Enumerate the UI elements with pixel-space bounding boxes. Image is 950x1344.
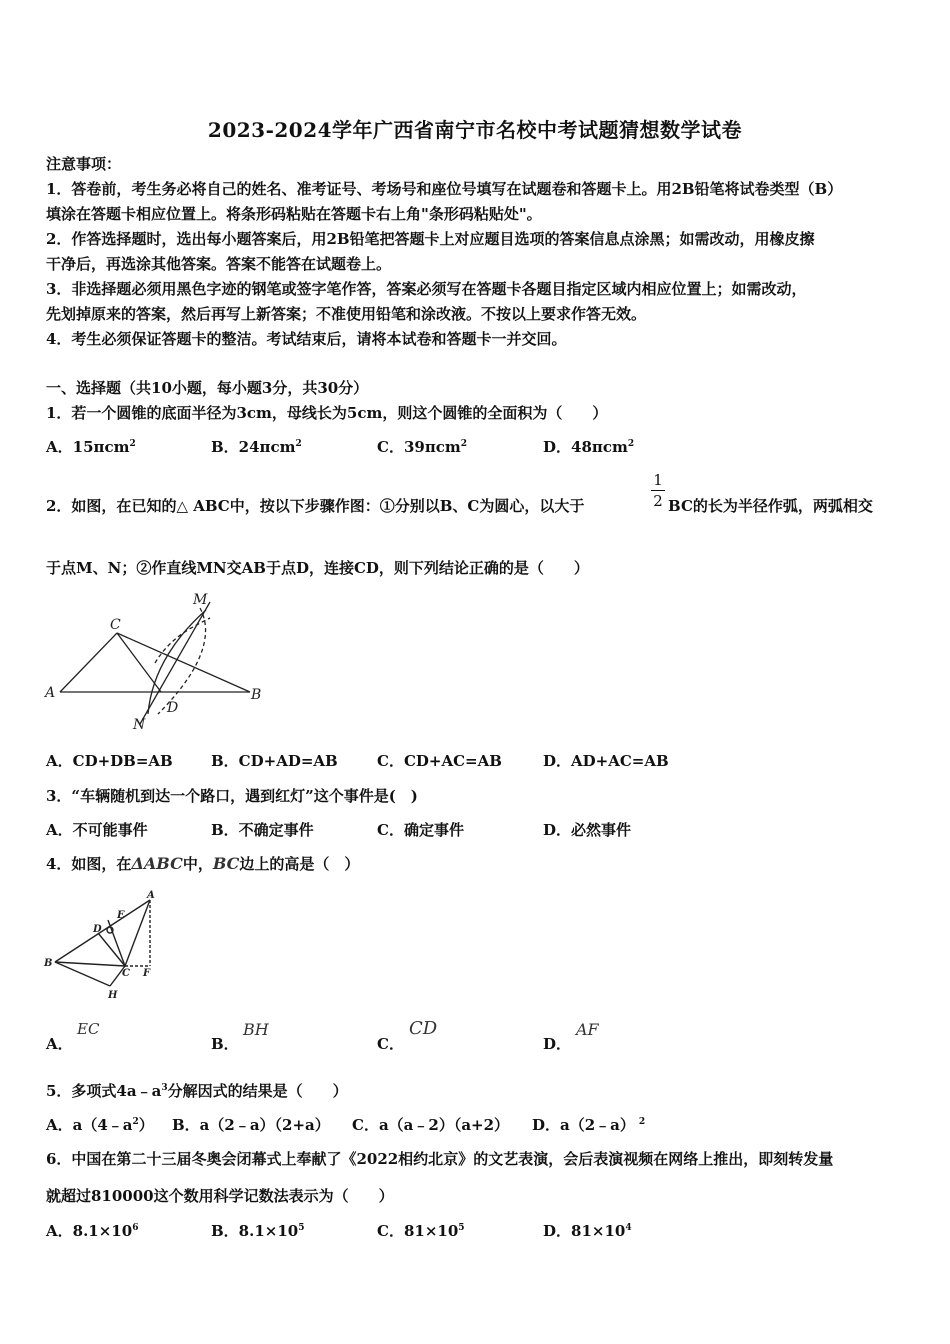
q3-option-c: C．确定事件 [377, 821, 464, 839]
q2-option-a: A．CD+DB=AB [46, 752, 173, 770]
label-n: N [133, 717, 146, 733]
question-5-stem: 5．多项式$4a﹣a^3$分解因式的结果是（ ） [46, 1082, 348, 1100]
question-1-stem: 1．若一个圆锥的底面半径为3cm，母线长为5cm，则这个圆锥的全面积为（ ） [46, 404, 608, 422]
section-heading: 一、选择题（共10小题，每小题3分，共30分） [46, 379, 369, 397]
q1-option-a: A．15πcm$^2$ [46, 438, 136, 456]
notice-line: 1．答卷前，考生务必将自己的姓名、准考证号、考场号和座位号填写在试题卷和答题卡上。用2B铅笔将试卷类型（B） [46, 180, 843, 198]
q4-option-d-math: AF [576, 1020, 599, 1039]
q5-option-d: D．a（2﹣a） $^2$ [532, 1116, 646, 1134]
label-d: D [167, 700, 179, 716]
question-6-stem-b: 就超过810000这个数用科学记数法表示为（ ） [46, 1187, 394, 1205]
q5-option-c: C．a（a﹣2）（a+2） [352, 1116, 510, 1134]
question-4-stem: 4．如图，在ΔABC中，BC边上的高是（ ） [46, 854, 360, 873]
label-a: A [147, 890, 155, 901]
triangle-figure-q2 [40, 588, 270, 736]
q5-option-b: B．a（2﹣a）（2+a） [172, 1116, 330, 1134]
label-f: F [143, 968, 151, 979]
q3-option-b: B．不确定事件 [211, 821, 314, 839]
label-c: C [110, 617, 121, 633]
label-e: E [117, 910, 125, 921]
q4-option-b-math: BH [243, 1020, 269, 1039]
q3-option-d: D．必然事件 [543, 821, 632, 839]
label-h: H [108, 990, 118, 1001]
label-c: C [122, 968, 130, 979]
q4-option-b-label: B． [211, 1035, 239, 1053]
notice-line: 2．作答选择题时，选出每小题答案后，用2B铅笔把答题卡上对应题目选项的答案信息点涂黑；如需改动，用橡皮擦 [46, 230, 815, 248]
fraction-half: 1 2 [651, 471, 665, 510]
q4-option-a-math: EC [77, 1020, 100, 1038]
triangle-figure-q4 [40, 888, 165, 1003]
q2-option-d: D．AD+AC=AB [543, 752, 669, 770]
q4-option-c-math: CD [409, 1018, 438, 1039]
label-d: D [93, 924, 102, 935]
q2-option-c: C．CD+AC=AB [377, 752, 502, 770]
q4-option-c-label: C． [377, 1035, 404, 1053]
q1-option-b: B．24πcm$^2$ [211, 438, 302, 456]
page-title: 2023-2024学年广西省南宁市名校中考试题猜想数学试卷 [207, 118, 743, 142]
question-3-stem: 3．“车辆随机到达一个路口，遇到红灯”这个事件是( ) [46, 787, 418, 805]
q6-option-d: D．$81\times 10^4$ [543, 1222, 632, 1240]
q5-option-a: A．$a(4﹣a^2)$ [46, 1116, 154, 1134]
q1-option-c: C．39πcm$^2$ [377, 438, 468, 456]
notice-line: 填涂在答题卡相应位置上。将条形码粘贴在答题卡右上角"条形码粘贴处"。 [46, 205, 542, 223]
q6-option-c: C．$81\times 10^5$ [377, 1222, 465, 1240]
question-2-stem-a: 2．如图，在已知的△ ABC中，按以下步骤作图：①分别以B、C为圆心，以大于 [46, 497, 585, 515]
question-2-stem-b: BC的长为半径作弧，两弧相交 [668, 497, 873, 515]
q4-option-d-label: D． [543, 1035, 572, 1053]
label-a: A [45, 685, 56, 701]
notice-line: 3．非选择题必须用黑色字迹的钢笔或签字笔作答，答案必须写在答题卡各题目指定区域内相应位置上；如需改动， [46, 280, 807, 298]
question-6-stem-a: 6．中国在第二十三届冬奥会闭幕式上奉献了《2022相约北京》的文艺表演，会后表演视频在网络上推出，即刻转发量 [46, 1150, 834, 1168]
q2-option-b: B．CD+AD=AB [211, 752, 338, 770]
notice-line: 4．考生必须保证答题卡的整洁。考试结束后，请将本试卷和答题卡一并交回。 [46, 330, 567, 348]
label-b: B [251, 687, 262, 703]
label-m: M [193, 592, 208, 608]
q6-option-a: A．$8.1\times 10^6$ [46, 1222, 139, 1240]
q6-option-b: B．$8.1\times 10^5$ [211, 1222, 305, 1240]
label-b: B [44, 958, 53, 969]
q3-option-a: A．不可能事件 [46, 821, 148, 839]
notice-line: 干净后，再选涂其他答案。答案不能答在试题卷上。 [46, 255, 392, 273]
notice-line: 先划掉原来的答案，然后再写上新答案；不准使用铅笔和涂改液。不按以上要求作答无效。 [46, 305, 647, 323]
q4-option-a-label: A． [46, 1035, 73, 1053]
q1-option-d: D．48πcm$^2$ [543, 438, 635, 456]
question-2-stem-c: 于点M、N；②作直线MN交AB于点D，连接CD，则下列结论正确的是（ ） [46, 559, 589, 577]
notice-heading: 注意事项： [46, 155, 122, 173]
